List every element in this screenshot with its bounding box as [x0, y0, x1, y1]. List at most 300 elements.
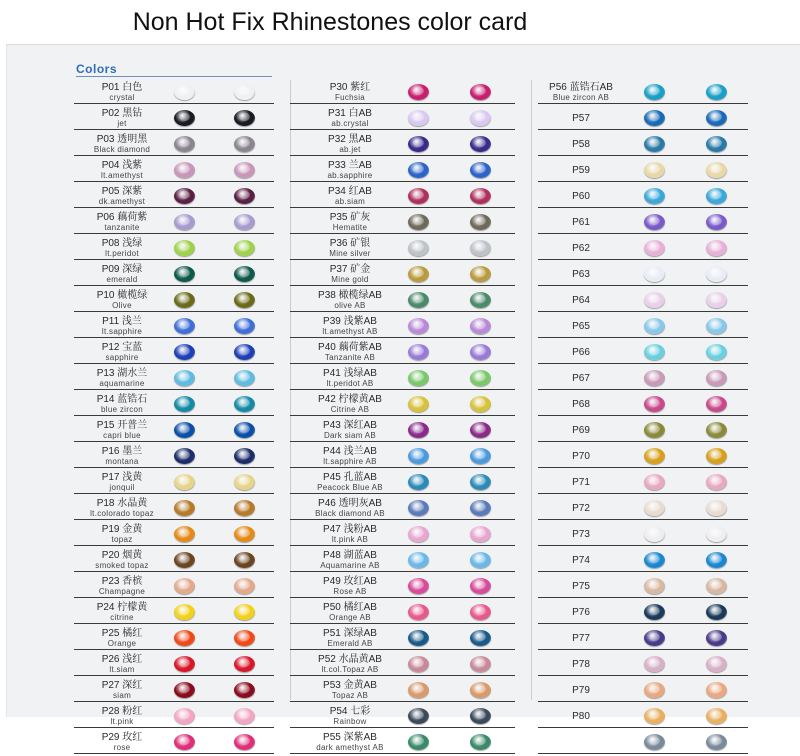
rhinestone-swatch-alt — [234, 552, 255, 568]
row-divider — [290, 311, 515, 312]
rhinestone-swatch-alt — [470, 448, 491, 464]
row-divider — [74, 675, 274, 676]
row-divider — [74, 623, 274, 624]
rhinestone-swatch-alt — [234, 682, 255, 698]
rhinestone-swatch — [408, 266, 429, 282]
color-label — [74, 108, 170, 131]
row-divider — [290, 103, 515, 104]
rhinestone-swatch — [408, 630, 429, 646]
rhinestone-swatch — [644, 162, 665, 178]
color-name: ab.sapphire — [327, 171, 373, 180]
rhinestone-swatch-alt — [706, 240, 727, 256]
rhinestone-swatch — [644, 318, 665, 334]
rhinestone-swatch-alt — [470, 292, 491, 308]
color-label — [538, 290, 624, 313]
rhinestone-swatch — [408, 318, 429, 334]
color-name: Champagne — [98, 587, 146, 596]
color-code: P45 孔蓝AB — [323, 472, 377, 483]
color-name: aquamarine — [99, 379, 145, 388]
column-divider — [290, 80, 291, 700]
rhinestone-swatch-alt — [234, 110, 255, 126]
color-code: P11 浅兰 — [102, 316, 142, 327]
row-divider — [74, 493, 274, 494]
row-divider — [74, 259, 274, 260]
color-name: smoked topaz — [95, 561, 149, 570]
color-label — [298, 82, 402, 105]
color-label — [74, 342, 170, 365]
row-divider — [74, 155, 274, 156]
row-divider — [290, 441, 515, 442]
rhinestone-swatch-alt — [470, 162, 491, 178]
color-code: P06 藕荷紫 — [96, 212, 148, 223]
rhinestone-swatch — [408, 552, 429, 568]
row-divider — [74, 103, 274, 104]
row-divider — [290, 467, 515, 468]
color-code: P58 — [572, 139, 590, 150]
row-divider — [74, 519, 274, 520]
rhinestone-swatch-alt — [470, 526, 491, 542]
rhinestone-swatch-alt — [234, 292, 255, 308]
rhinestone-swatch — [408, 292, 429, 308]
rhinestone-swatch-alt — [234, 162, 255, 178]
color-code: P16 墨兰 — [101, 446, 143, 457]
color-label — [538, 498, 624, 521]
color-label — [538, 732, 624, 755]
color-code: P08 浅绿 — [101, 238, 143, 249]
color-code: P72 — [572, 503, 590, 514]
rhinestone-swatch-alt — [234, 422, 255, 438]
rhinestone-swatch-alt — [470, 578, 491, 594]
rhinestone-swatch — [174, 578, 195, 594]
row-divider — [538, 363, 748, 364]
color-label — [298, 238, 402, 261]
row-divider — [74, 337, 274, 338]
row-divider — [538, 259, 748, 260]
color-label — [298, 420, 402, 443]
color-code: P23 香槟 — [101, 576, 143, 587]
row-divider — [290, 389, 515, 390]
color-code: P61 — [572, 217, 590, 228]
color-name: Fuchsia — [334, 93, 366, 102]
color-label — [74, 238, 170, 261]
color-code: P65 — [572, 321, 590, 332]
color-code: P66 — [572, 347, 590, 358]
row-divider — [74, 753, 274, 754]
row-divider — [74, 545, 274, 546]
row-divider — [538, 467, 748, 468]
rhinestone-swatch-alt — [234, 370, 255, 386]
rhinestone-swatch — [644, 240, 665, 256]
color-name: lt.amethyst AB — [322, 327, 378, 336]
row-divider — [74, 129, 274, 130]
rhinestone-swatch — [174, 344, 195, 360]
rhinestone-swatch — [408, 526, 429, 542]
color-label — [298, 108, 402, 131]
color-code: P73 — [572, 529, 590, 540]
rhinestone-swatch — [644, 630, 665, 646]
rhinestone-swatch — [174, 526, 195, 542]
rhinestone-swatch-alt — [470, 500, 491, 516]
rhinestone-swatch-alt — [706, 110, 727, 126]
rhinestone-swatch-alt — [706, 162, 727, 178]
rhinestone-swatch-alt — [706, 266, 727, 282]
rhinestone-swatch — [644, 656, 665, 672]
rhinestone-swatch-alt — [470, 266, 491, 282]
rhinestone-swatch-alt — [234, 214, 255, 230]
row-divider — [538, 337, 748, 338]
rhinestone-swatch — [644, 500, 665, 516]
color-label — [298, 680, 402, 703]
rhinestone-swatch — [174, 474, 195, 490]
color-code: P20 烟黄 — [101, 550, 143, 561]
rhinestone-swatch — [644, 526, 665, 542]
color-label — [74, 732, 170, 755]
row-divider — [538, 727, 748, 728]
color-name: Dark siam AB — [323, 431, 377, 440]
rhinestone-swatch — [408, 656, 429, 672]
color-label — [298, 524, 402, 547]
color-code: P75 — [572, 581, 590, 592]
color-code: P24 柠檬黄 — [96, 602, 148, 613]
rhinestone-swatch-alt — [470, 734, 491, 750]
rhinestone-swatch-alt — [706, 474, 727, 490]
color-code: P31 白AB — [328, 108, 372, 119]
rhinestone-swatch-alt — [706, 656, 727, 672]
color-name: crystal — [109, 93, 135, 102]
row-divider — [74, 233, 274, 234]
color-name: lt.amethyst — [101, 171, 143, 180]
color-label — [74, 498, 170, 521]
rhinestone-swatch-alt — [706, 578, 727, 594]
color-label — [74, 680, 170, 703]
rhinestone-swatch-alt — [234, 266, 255, 282]
row-divider — [538, 675, 748, 676]
rhinestone-swatch-alt — [470, 370, 491, 386]
color-name: Olive — [112, 301, 132, 310]
row-divider — [538, 285, 748, 286]
color-label — [538, 368, 624, 391]
rhinestone-swatch — [644, 344, 665, 360]
row-divider — [538, 753, 748, 754]
color-code: P38 橄榄绿AB — [318, 290, 382, 301]
row-divider — [290, 181, 515, 182]
row-divider — [290, 519, 515, 520]
rhinestone-swatch-alt — [234, 344, 255, 360]
rhinestone-swatch — [174, 188, 195, 204]
color-name: Mine silver — [329, 249, 371, 258]
color-label — [538, 420, 624, 443]
rhinestone-swatch — [174, 162, 195, 178]
color-code: P19 金黄 — [101, 524, 143, 535]
rhinestone-swatch — [174, 422, 195, 438]
row-divider — [74, 207, 274, 208]
rhinestone-swatch — [408, 682, 429, 698]
color-label — [538, 342, 624, 365]
color-label — [538, 82, 624, 105]
section-underline — [76, 76, 272, 77]
color-label — [298, 264, 402, 287]
color-name: citrine — [110, 613, 134, 622]
color-code: P49 玫红AB — [323, 576, 377, 587]
rhinestone-swatch — [174, 604, 195, 620]
row-divider — [290, 571, 515, 572]
rhinestone-swatch — [408, 474, 429, 490]
color-label — [298, 186, 402, 209]
color-label — [74, 160, 170, 183]
color-name: Blue zircon AB — [552, 93, 610, 102]
rhinestone-swatch-alt — [706, 552, 727, 568]
rhinestone-swatch-alt — [706, 318, 727, 334]
color-label — [298, 654, 402, 677]
rhinestone-swatch — [644, 448, 665, 464]
rhinestone-swatch — [174, 656, 195, 672]
color-code: P12 宝蓝 — [101, 342, 143, 353]
section-title: Colors — [76, 62, 118, 76]
color-name: emerald — [106, 275, 138, 284]
color-name: sapphire — [105, 353, 139, 362]
rhinestone-swatch — [644, 266, 665, 282]
color-label — [298, 446, 402, 469]
color-name: Mine gold — [331, 275, 369, 284]
color-label — [538, 706, 624, 729]
color-name: lt.siam — [109, 665, 135, 674]
row-divider — [538, 181, 748, 182]
color-label — [74, 394, 170, 417]
row-divider — [290, 207, 515, 208]
rhinestone-swatch — [408, 214, 429, 230]
row-divider — [74, 441, 274, 442]
color-code: P28 粉红 — [101, 706, 143, 717]
color-name: blue zircon — [101, 405, 143, 414]
rhinestone-swatch-alt — [470, 682, 491, 698]
rhinestone-swatch-alt — [470, 344, 491, 360]
color-code: P10 橄榄绿 — [96, 290, 148, 301]
rhinestone-swatch-alt — [234, 500, 255, 516]
color-label — [298, 368, 402, 391]
color-label — [538, 550, 624, 573]
rhinestone-swatch — [408, 422, 429, 438]
color-name: ab.siam — [334, 197, 366, 206]
color-name: Peacock Blue AB — [317, 483, 383, 492]
color-code: P04 浅紫 — [101, 160, 143, 171]
rhinestone-swatch — [644, 110, 665, 126]
rhinestone-swatch — [644, 708, 665, 724]
color-name: Emerald AB — [327, 639, 373, 648]
color-label — [298, 732, 402, 755]
color-label — [538, 108, 624, 131]
rhinestone-swatch-alt — [470, 474, 491, 490]
color-code: P76 — [572, 607, 590, 618]
row-divider — [290, 155, 515, 156]
row-divider — [74, 363, 274, 364]
rhinestone-swatch-alt — [706, 214, 727, 230]
color-label — [538, 654, 624, 677]
row-divider — [538, 545, 748, 546]
rhinestone-swatch — [644, 396, 665, 412]
color-code: P69 — [572, 425, 590, 436]
rhinestone-swatch — [174, 370, 195, 386]
color-label — [74, 186, 170, 209]
rhinestone-swatch — [174, 214, 195, 230]
color-code: P42 柠檬黄AB — [318, 394, 382, 405]
rhinestone-swatch — [408, 604, 429, 620]
row-divider — [538, 597, 748, 598]
row-divider — [74, 415, 274, 416]
rhinestone-swatch-alt — [470, 656, 491, 672]
color-name: rose — [113, 743, 131, 752]
color-name: lt.sapphire AB — [323, 457, 377, 466]
color-label — [298, 498, 402, 521]
color-label — [74, 550, 170, 573]
color-label — [538, 680, 624, 703]
color-label — [74, 706, 170, 729]
rhinestone-swatch-alt — [470, 604, 491, 620]
color-label — [538, 576, 624, 599]
color-name: olive AB — [334, 301, 366, 310]
color-label — [298, 134, 402, 157]
rhinestone-swatch-alt — [470, 110, 491, 126]
row-divider — [74, 597, 274, 598]
color-name: lt.peridot — [105, 249, 139, 258]
rhinestone-swatch-alt — [234, 474, 255, 490]
color-code: P03 透明黑 — [96, 134, 148, 145]
rhinestone-swatch — [174, 292, 195, 308]
rhinestone-swatch — [644, 474, 665, 490]
rhinestone-swatch — [644, 422, 665, 438]
color-label — [538, 628, 624, 651]
color-name: Orange AB — [329, 613, 371, 622]
rhinestone-swatch-alt — [706, 422, 727, 438]
color-label — [538, 316, 624, 339]
color-code: P78 — [572, 659, 590, 670]
color-label — [74, 628, 170, 651]
color-code: P74 — [572, 555, 590, 566]
row-divider — [74, 467, 274, 468]
color-label — [74, 446, 170, 469]
color-label — [538, 394, 624, 417]
color-name: ab.jet — [339, 145, 361, 154]
color-label — [74, 368, 170, 391]
rhinestone-swatch-alt — [470, 630, 491, 646]
rhinestone-swatch-alt — [706, 84, 727, 100]
color-name: dark amethyst AB — [316, 743, 384, 752]
color-name: Topaz AB — [331, 691, 369, 700]
color-label — [298, 316, 402, 339]
rhinestone-swatch — [644, 682, 665, 698]
color-code: P47 浅粉AB — [323, 524, 377, 535]
color-label — [74, 82, 170, 105]
color-label — [538, 446, 624, 469]
row-divider — [74, 727, 274, 728]
row-divider — [290, 727, 515, 728]
color-label — [538, 472, 624, 495]
rhinestone-swatch — [174, 708, 195, 724]
color-code: P18 水晶黄 — [96, 498, 148, 509]
row-divider — [538, 415, 748, 416]
row-divider — [538, 441, 748, 442]
rhinestone-swatch-alt — [470, 84, 491, 100]
color-label — [74, 264, 170, 287]
color-code: P63 — [572, 269, 590, 280]
rhinestone-swatch-alt — [234, 604, 255, 620]
rhinestone-swatch — [408, 500, 429, 516]
color-name: jonquil — [109, 483, 135, 492]
rhinestone-swatch-alt — [470, 136, 491, 152]
color-name: Aquamarine AB — [320, 561, 380, 570]
color-name: Black diamond — [93, 145, 151, 154]
color-code: P70 — [572, 451, 590, 462]
color-code: P36 矿银 — [329, 238, 371, 249]
row-divider — [74, 389, 274, 390]
rhinestone-swatch — [174, 240, 195, 256]
color-name: Tanzanite AB — [324, 353, 376, 362]
color-code: P44 浅兰AB — [323, 446, 377, 457]
row-divider — [74, 285, 274, 286]
row-divider — [538, 129, 748, 130]
color-code: P25 橘红 — [101, 628, 143, 639]
color-name: lt.colorado topaz — [90, 509, 154, 518]
color-code: P27 深红 — [101, 680, 143, 691]
color-label — [74, 212, 170, 235]
rhinestone-swatch — [408, 136, 429, 152]
row-divider — [290, 415, 515, 416]
rhinestone-swatch-alt — [706, 734, 727, 750]
color-name: tanzanite — [104, 223, 140, 232]
color-label — [538, 186, 624, 209]
color-code: P54 七彩 — [329, 706, 371, 717]
row-divider — [74, 311, 274, 312]
column-divider — [531, 80, 532, 700]
color-name: lt.peridot AB — [326, 379, 374, 388]
color-label — [298, 212, 402, 235]
color-label — [74, 602, 170, 625]
rhinestone-swatch — [408, 162, 429, 178]
rhinestone-swatch — [408, 370, 429, 386]
color-code: P14 蓝锆石 — [96, 394, 148, 405]
rhinestone-swatch-alt — [234, 630, 255, 646]
rhinestone-swatch — [644, 84, 665, 100]
row-divider — [538, 519, 748, 520]
color-label — [298, 342, 402, 365]
rhinestone-swatch-alt — [706, 188, 727, 204]
row-divider — [290, 233, 515, 234]
rhinestone-swatch — [408, 240, 429, 256]
color-code: P34 红AB — [328, 186, 372, 197]
row-divider — [538, 233, 748, 234]
rhinestone-swatch-alt — [470, 422, 491, 438]
rhinestone-swatch-alt — [706, 292, 727, 308]
rhinestone-swatch — [174, 110, 195, 126]
row-divider — [538, 623, 748, 624]
rhinestone-swatch — [644, 552, 665, 568]
color-code: P71 — [572, 477, 590, 488]
color-label — [298, 576, 402, 599]
rhinestone-swatch-alt — [706, 396, 727, 412]
color-code: P41 浅绿AB — [323, 368, 377, 379]
color-name: lt.sapphire — [101, 327, 143, 336]
rhinestone-swatch — [408, 396, 429, 412]
color-label — [538, 212, 624, 235]
color-code: P55 深紫AB — [323, 732, 377, 743]
color-code: P01 白色 — [101, 82, 143, 93]
color-name: topaz — [111, 535, 133, 544]
rhinestone-swatch — [174, 318, 195, 334]
rhinestone-swatch — [174, 448, 195, 464]
color-code: P80 — [572, 711, 590, 722]
rhinestone-swatch — [408, 110, 429, 126]
rhinestone-swatch — [174, 266, 195, 282]
color-label — [74, 290, 170, 313]
